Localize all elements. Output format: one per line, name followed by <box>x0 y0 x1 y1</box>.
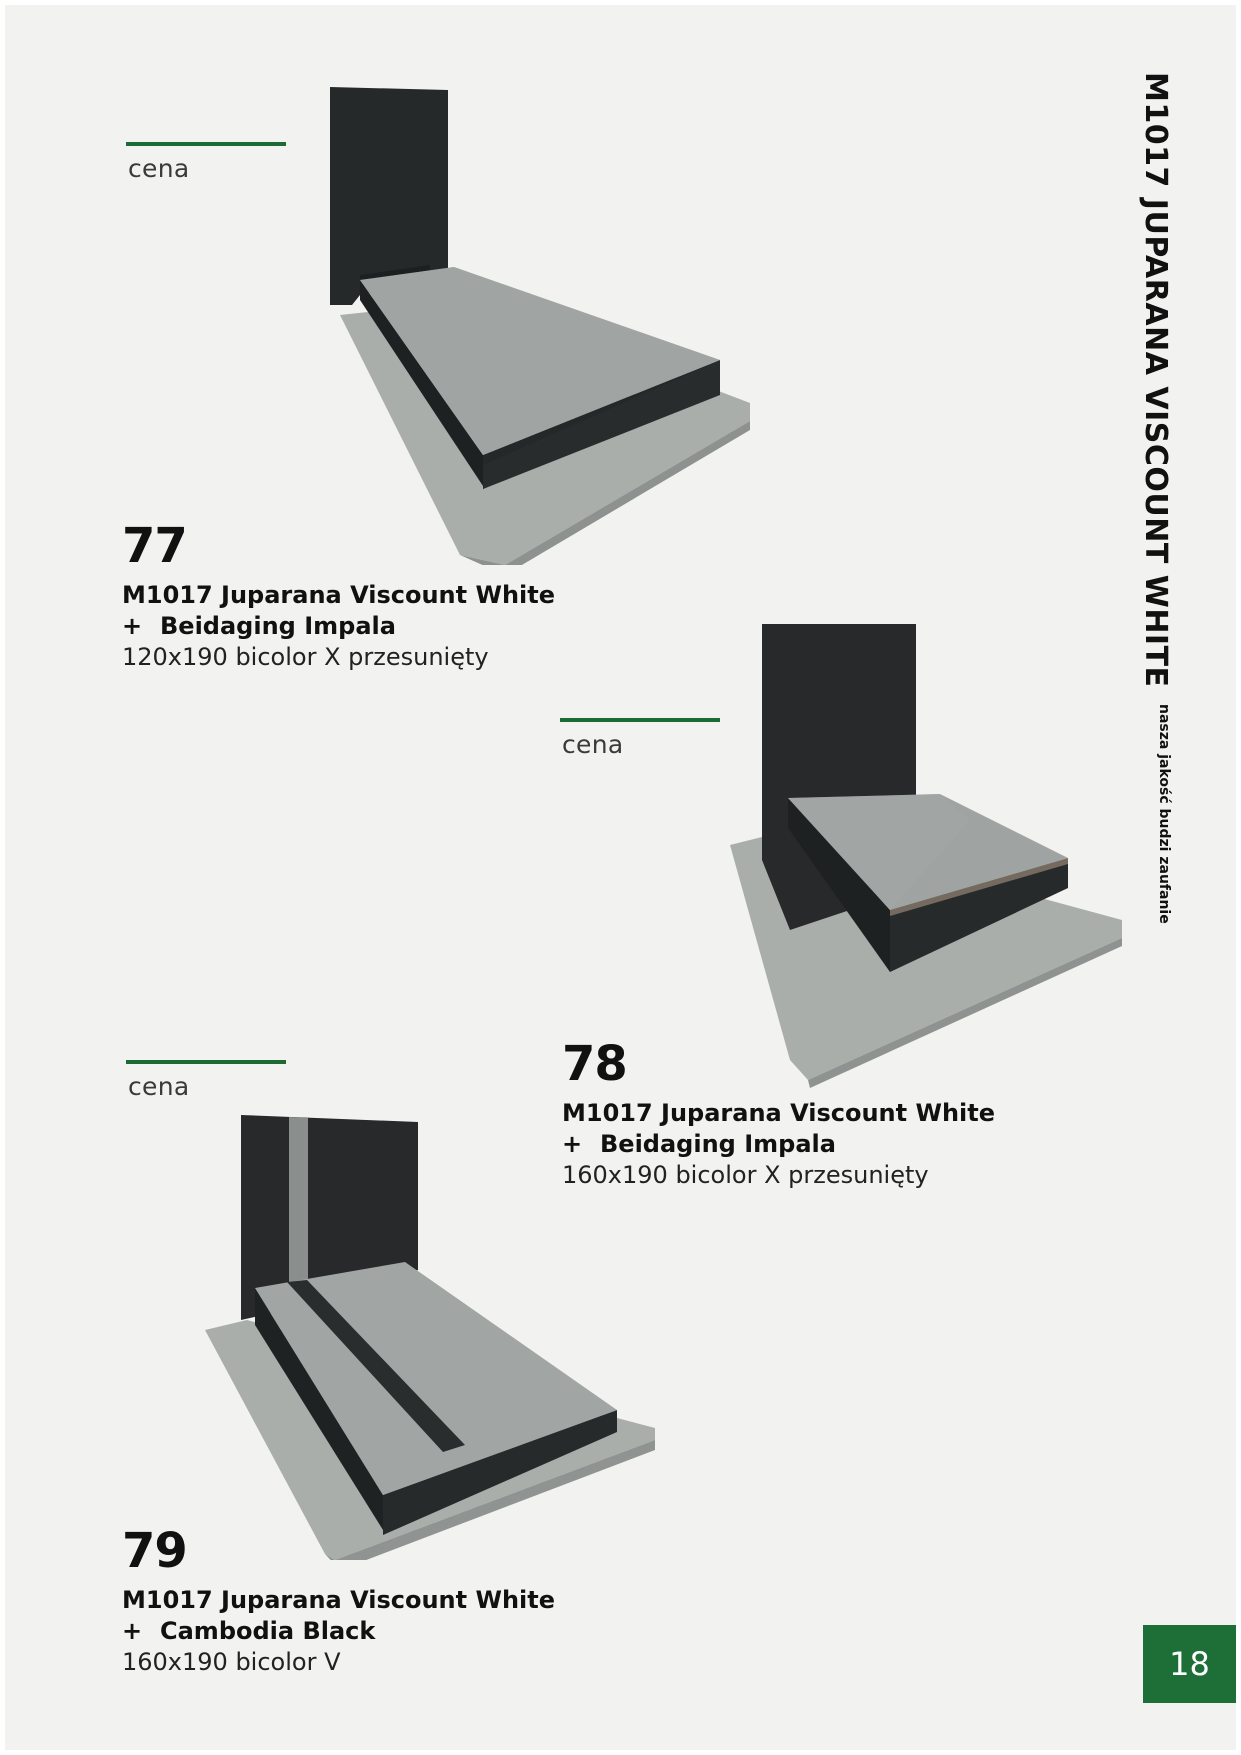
product-number: 79 <box>122 1523 187 1579</box>
product-number: 78 <box>562 1036 627 1092</box>
product-77 <box>122 520 555 673</box>
side-slogan: nasza jakość budzi zaufanie <box>1156 704 1172 924</box>
monument-image-79 <box>205 1110 660 1560</box>
product-size: 120x190 bicolor X przesunięty <box>122 643 489 671</box>
product-name: M1017 Juparana Viscount White <box>122 1586 556 1614</box>
product-number: 77 <box>122 518 187 574</box>
price-label: cena <box>128 154 190 183</box>
product-addon: Beidaging Impala <box>600 1130 836 1158</box>
price-underline <box>126 142 286 146</box>
page-number: 18 <box>1169 1645 1210 1683</box>
product-addon-line <box>122 1616 555 1647</box>
product-addon-line <box>122 611 555 642</box>
product-addon: Cambodia Black <box>160 1617 376 1645</box>
plus-sign: + <box>122 612 143 640</box>
plus-sign: + <box>122 1617 143 1645</box>
price-underline <box>560 718 720 722</box>
price-label: cena <box>562 730 624 759</box>
product-name: M1017 Juparana Viscount White <box>122 581 556 609</box>
price-underline <box>126 1060 286 1064</box>
product-size: 160x190 bicolor V <box>122 1648 341 1676</box>
product-79 <box>122 1525 555 1678</box>
side-title: M1017 JUPARANA VISCOUNT WHITE <box>1138 72 1173 688</box>
monument-image-77 <box>330 85 750 565</box>
price-label: cena <box>128 1072 190 1101</box>
plus-sign: + <box>562 1130 583 1158</box>
product-addon: Beidaging Impala <box>160 612 396 640</box>
price-marker-77 <box>126 142 286 183</box>
product-name: M1017 Juparana Viscount White <box>562 1099 996 1127</box>
page-number-tab <box>1143 1625 1236 1703</box>
price-marker-78 <box>560 718 720 759</box>
product-size: 160x190 bicolor X przesunięty <box>562 1161 929 1189</box>
monument-image-78 <box>730 620 1122 1090</box>
price-marker-79 <box>126 1060 286 1101</box>
